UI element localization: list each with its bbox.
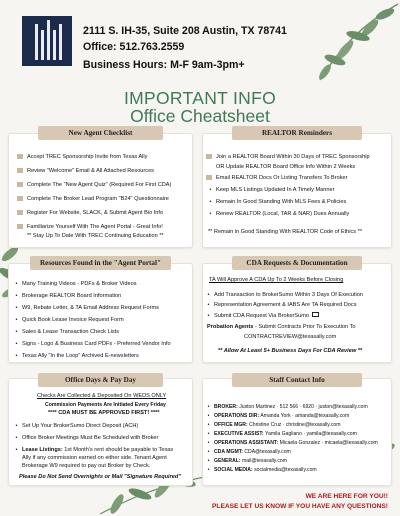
new-agent-checklist-heading: New Agent Checklist bbox=[38, 126, 163, 140]
realtor-bullet: • Remain In Good Standing With MLS Fees & Policies bbox=[209, 199, 347, 205]
staff-contact-row: • EXECUTIVE ASSIST: Yamila Gagliano · yamila@texasally.com bbox=[207, 431, 357, 437]
realtor-reminders-heading: REALTOR Reminders bbox=[232, 126, 362, 140]
cda-item: • Submit CDA Request Via BrokerSumo bbox=[206, 312, 319, 320]
realtor-bullet: • Renew REALTOR (Local, TAR & NAR) Dues Annually bbox=[209, 211, 350, 217]
cda-item: • Representation Agreement & IABS Are TA Required Docs bbox=[207, 302, 357, 308]
cda-requests-heading: CDA Requests & Documentation bbox=[232, 256, 362, 270]
resource-item: • Signs - Logo & Business Card PDFs - Preferred Vendor Info bbox=[15, 341, 171, 347]
envelope-icon bbox=[312, 312, 319, 317]
continuing-education-note: ** Stay Up To Date With TREC Continuing Education ** bbox=[27, 233, 164, 239]
header bbox=[0, 0, 400, 82]
business-hours: Business Hours: M-F 9am-3pm+ bbox=[83, 59, 245, 71]
lease-listings-note-line: Ally if any commission earned on either side. Tenant Agent bbox=[22, 455, 167, 461]
resource-item: • Texas Ally "In the Loop" Archived E-newsletters bbox=[15, 353, 139, 359]
checkbox-icon bbox=[17, 196, 23, 201]
brokerage-logo bbox=[22, 16, 72, 66]
office-address: 2111 S. IH-35, Suite 208 Austin, TX 78741 bbox=[83, 25, 287, 37]
realtor-bullet: • Keep MLS Listings Updated In A Timely Manner bbox=[209, 187, 335, 193]
cda-review-note: ** Allow At Least 5+ Business Days For CDA Review ** bbox=[218, 348, 363, 354]
resource-item: • Brokerage REALTOR Board Information bbox=[15, 293, 122, 299]
checkbox-icon bbox=[206, 175, 212, 180]
no-overnights-note: Please Do Not Send Overnights or Mail "Signature Required" bbox=[19, 474, 181, 480]
office-phone: Office: 512.763.2559 bbox=[83, 41, 185, 53]
cda-approval-note: **** CDA MUST BE APPROVED FIRST! **** bbox=[48, 410, 160, 416]
lease-listings-note: • Lease Listings: 1st Month's rent should be payable to Texas bbox=[15, 447, 174, 453]
checklist-item: Complete The Broker Lead Program "B24" Questionnaire bbox=[17, 196, 169, 203]
code-of-ethics-note: ** Remain in Good Standing With REALTOR Code of Ethics ** bbox=[208, 229, 363, 235]
commission-payments-note: Commission Payments Are Initiated Every Friday bbox=[45, 402, 166, 408]
staff-contact-row: • BROKER: Juston Martinez · 512 566 · 6920 · juston@texasally.com bbox=[207, 404, 368, 410]
office-days-item: • Set Up Your BrokerSumo Direct Deposit (ACH) bbox=[15, 423, 139, 429]
resource-item: • W9, Rebate Letter, & TA Email Address Request Forms bbox=[15, 305, 159, 311]
page-title: IMPORTANT INFO bbox=[124, 88, 276, 108]
cda-approve-window: TA Will Approve A CDA Up To 2 Weeks Before Closing bbox=[209, 277, 344, 283]
checklist-item: Register For Website, SLACK, & Submit Agent Bio Info bbox=[17, 210, 163, 217]
checklist-item: Familiarize Yourself With The Agent Portal - Great Info! bbox=[17, 224, 163, 231]
probation-note: Probation Agents - Submit Contracts Prior To Execution To bbox=[207, 324, 356, 330]
page-subtitle: Office Cheatsheet bbox=[130, 106, 270, 126]
agent-portal-resources-heading: Resources Found in the "Agent Portal" bbox=[30, 256, 171, 270]
staff-contact-row: • OPERATIONS ASSISTANT: Micaela Gonzalez · micaela@texasally.com bbox=[207, 440, 378, 446]
office-days-item: • Office Broker Meetings Must Be Scheduled with Broker bbox=[15, 435, 159, 441]
checklist-item: Complete The "New Agent Quiz" (Required For First CDA) bbox=[17, 182, 171, 189]
realtor-item: OR Update REALTOR Board Office Info Within 2 Weeks bbox=[216, 164, 356, 170]
realtor-item: Email REALTOR Docs Or Listing Transfers To Broker bbox=[206, 175, 348, 182]
resource-item: • Sales & Lease Transaction Check Lists bbox=[15, 329, 120, 335]
checkbox-icon bbox=[206, 154, 212, 159]
checkbox-icon bbox=[17, 210, 23, 215]
footer-message: WE ARE HERE FOR YOU!! bbox=[305, 493, 388, 500]
staff-contact-heading: Staff Contact Info bbox=[232, 373, 362, 387]
checklist-item: Accept TREC Sponsorship Invite from Texas Ally bbox=[17, 154, 147, 161]
resource-item: • Many Training Videos - PDFs & Broker Videos bbox=[15, 281, 137, 287]
office-days-heading: Office Days & Pay Day bbox=[38, 373, 163, 387]
staff-contact-row: • OPERATIONS DIR: Amanda York · amanda@texasally.com bbox=[207, 413, 350, 419]
cda-item: • Add Transaction to BrokerSumo Within 3 Days Of Execution bbox=[207, 292, 363, 298]
staff-contact-row: • SOCIAL MEDIA: socialmedia@texasally.com bbox=[207, 467, 317, 473]
checklist-item: Review "Welcome" Email & All Attached Resources bbox=[17, 168, 154, 175]
staff-contact-row: • CDA MGMT: CDA@texasally.com bbox=[207, 449, 291, 455]
checkbox-icon bbox=[17, 154, 23, 159]
agent-portal-resources-card bbox=[8, 263, 193, 363]
checks-collection-note: Checks Are Collected & Deposited On WEDS ONLY bbox=[37, 393, 167, 399]
staff-contact-row: • OFFICE MGR: Christine Cruz · christine@texasally.com bbox=[207, 422, 341, 428]
realtor-item: Join a REALTOR Board Within 30 Days of TREC Sponsorship bbox=[206, 154, 370, 161]
lease-listings-note-line: Brokerage W9 required to pay out Broker by Check. bbox=[22, 463, 151, 469]
checkbox-icon bbox=[17, 224, 23, 229]
checkbox-icon bbox=[17, 168, 23, 173]
footer-questions: PLEASE LET US KNOW IF YOU HAVE ANY QUESTIONS! bbox=[212, 503, 388, 510]
checkbox-icon bbox=[17, 182, 23, 187]
contract-review-email[interactable]: CONTRACTREVIEW@texasally.com bbox=[244, 334, 337, 340]
resource-item: • Quick Book Lease Invoice Request Form bbox=[15, 317, 124, 323]
staff-contact-row: • GENERAL: mail@texasally.com bbox=[207, 458, 288, 464]
